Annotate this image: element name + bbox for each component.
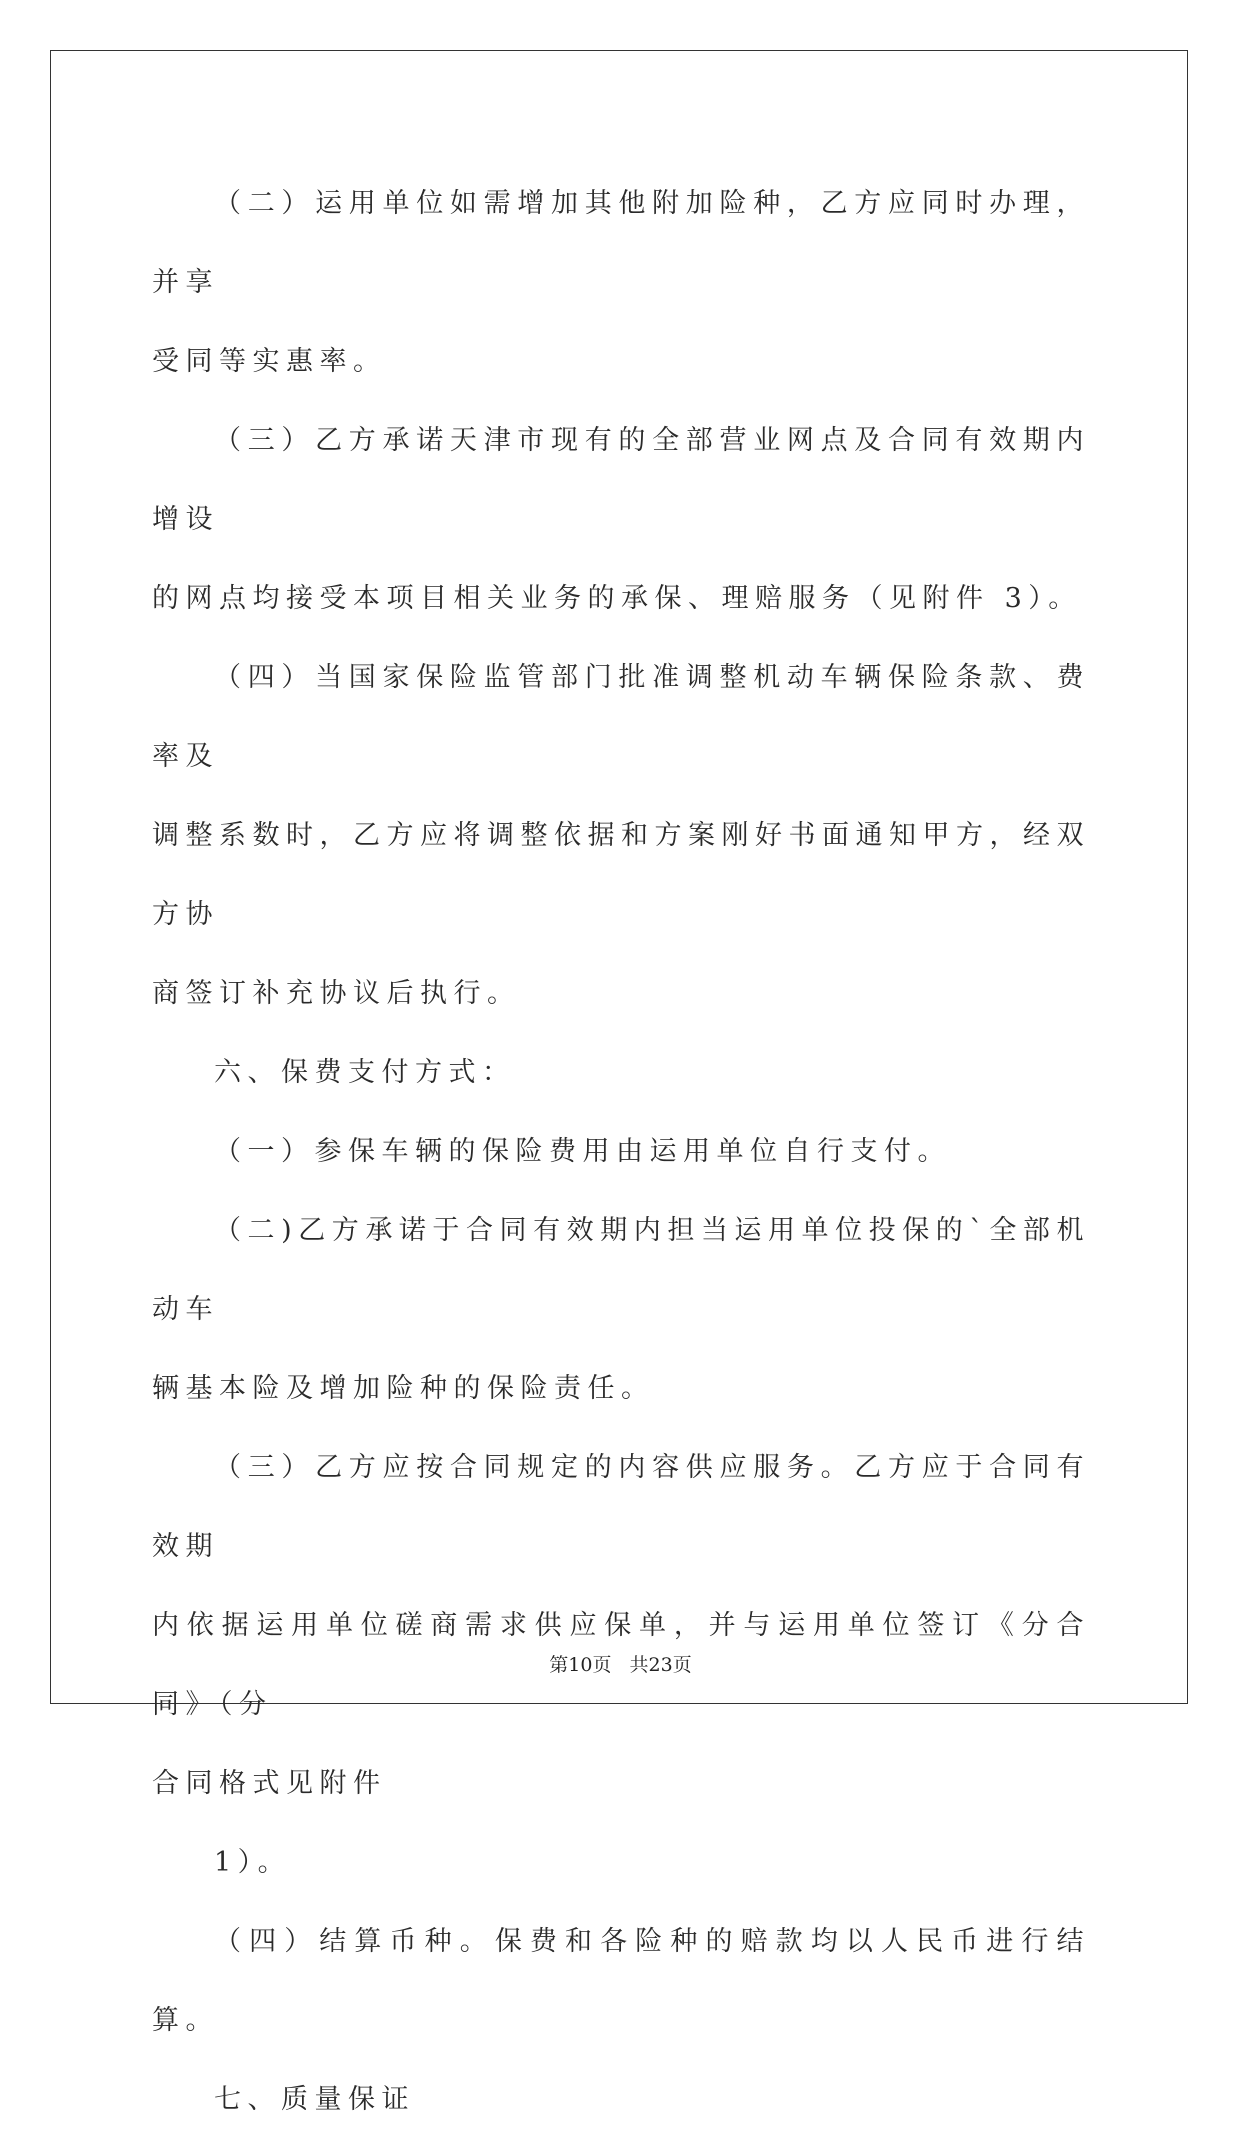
page-prefix: 第 (549, 1654, 569, 1676)
page-number-total: 23 (648, 1654, 673, 1676)
text-line: 的网点均接受本项目相关业务的承保、理赔服务（见附件 3）。 (152, 583, 1082, 614)
text-line: （三）乙方承诺天津市现有的全部营业网点及合同有效期内增设 (152, 425, 1090, 535)
paragraph (152, 638, 1090, 1033)
text-line: 调整系数时，乙方应将调整依据和方案刚好书面通知甲方，经双方协 (152, 820, 1090, 930)
text-line: （一）参保车辆的保险费用由运用单位自行支付。 (214, 1136, 951, 1167)
paragraph (152, 1191, 1090, 1428)
section-heading (152, 1033, 1090, 1112)
text-line: 1）。 (214, 1847, 292, 1878)
paragraph (152, 1902, 1090, 2060)
paragraph (152, 1823, 1090, 1902)
text-line: 辆基本险及增加险种的保险责任。 (152, 1373, 655, 1404)
text-line: 受同等实惠率。 (152, 346, 387, 377)
page-suffix: 页 (592, 1654, 612, 1676)
page-number-current: 10 (568, 1654, 593, 1676)
total-prefix: 共 (629, 1654, 649, 1676)
document-body (152, 164, 1090, 2139)
page-footer (0, 1650, 1241, 1677)
paragraph (152, 401, 1090, 638)
text-line: （二)乙方承诺于合同有效期内担当运用单位投保的`全部机动车 (152, 1215, 1090, 1325)
text-line: 内依据运用单位磋商需求供应保单，并与运用单位签订《分合同》（分 (152, 1610, 1090, 1720)
text-line: （三）乙方应按合同规定的内容供应服务。乙方应于合同有效期 (152, 1452, 1090, 1562)
text-line: 六、保费支付方式： (214, 1057, 516, 1088)
paragraph (152, 1112, 1090, 1191)
text-line: 七、质量保证 (214, 2084, 415, 2115)
text-line: （四）当国家保险监管部门批准调整机动车辆保险条款、费率及 (152, 662, 1090, 772)
paragraph (152, 164, 1090, 401)
text-line: （四）结算币种。保费和各险种的赔款均以人民币进行结算。 (152, 1926, 1090, 2036)
total-suffix: 页 (672, 1654, 692, 1676)
text-line: （二）运用单位如需增加其他附加险种，乙方应同时办理，并享 (152, 188, 1090, 298)
text-line: 合同格式见附件 (152, 1768, 387, 1799)
text-line: 商签订补充协议后执行。 (152, 978, 521, 1009)
section-heading (152, 2060, 1090, 2139)
paragraph (152, 1428, 1090, 1823)
